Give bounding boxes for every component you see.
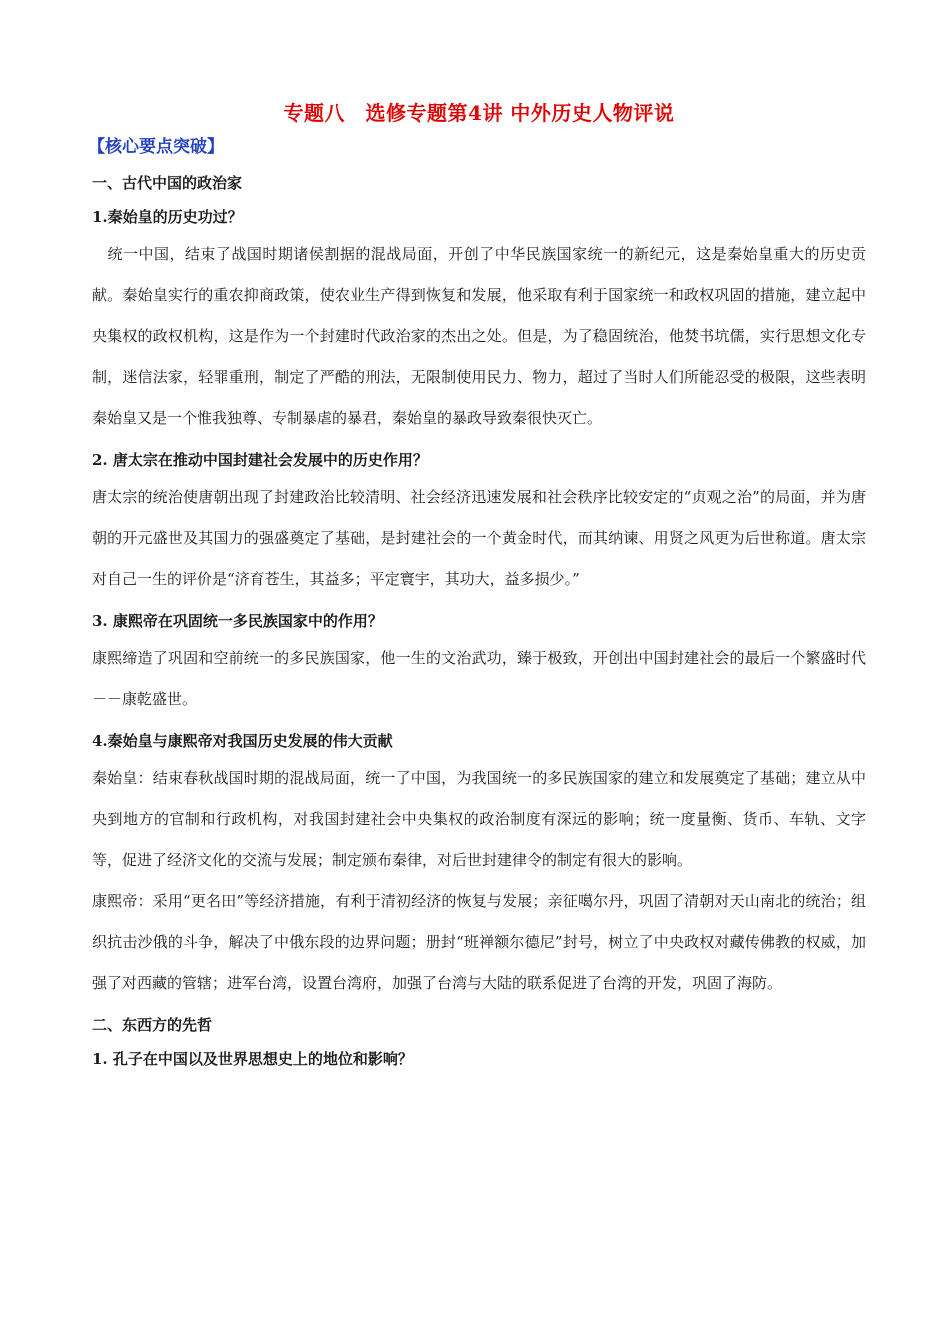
page-title: 专题八 选修专题第4讲 中外历史人物评说 <box>283 101 675 125</box>
question-2-answer: 唐太宗的统治使唐朝出现了封建政治比较清明、社会经济迅速发展和社会秩序比较安定的“贞观之治”的局面，并为唐朝的开元盛世及其国力的强盛奠定了基础，是封建社会的一个黄金时代，而其纳谏、用贤之风更为后世称道。唐太宗对自己一生的评价是“济育苍生，其益多；平定寰宇，其功大，益多损少。” <box>92 488 866 588</box>
part2-question-1-heading: 1. 孔子在中国以及世界思想史上的地位和影响？ <box>92 1050 413 1068</box>
question-4-heading: 4.秦始皇与康熙帝对我国历史发展的伟大贡献 <box>92 732 393 750</box>
section-tag: 【核心要点突破】 <box>88 137 224 157</box>
question-1-heading: 1.秦始皇的历史功过？ <box>92 208 243 226</box>
question-2-heading: 2. 唐太宗在推动中国封建社会发展中的历史作用？ <box>92 451 428 469</box>
question-4-answer-kangxi: 康熙帝：采用“更名田”等经济措施，有利于清初经济的恢复与发展；亲征噶尔丹，巩固了清朝对天山南北的统治；组织抗击沙俄的斗争，解决了中俄东段的边界问题；册封“班禅额尔德尼”封号，树立了中央政权对藏传佛教的权威，加强了对西藏的管辖；进军台湾，设置台湾府，加强了台湾与大陆的联系促进了台湾的开发，巩固了海防。 <box>92 892 866 992</box>
question-1-answer: 统一中国，结束了战国时期诸侯割据的混战局面，开创了中华民族国家统一的新纪元，这是秦始皇重大的历史贡献。秦始皇实行的重农抑商政策，使农业生产得到恢复和发展，他采取有利于国家统一和政权巩固的措施，建立起中央集权的政权机构，这是作为一个封建时代政治家的杰出之处。但是，为了稳固统治，他焚书坑儒，实行思想文化专制，迷信法家，轻罪重刑，制定了严酷的刑法，无限制使用民力、物力，超过了当时人们所能忍受的极限，这些表明秦始皇又是一个惟我独尊、专制暴虐的暴君，秦始皇的暴政导致秦很快灭亡。 <box>92 245 866 427</box>
part1-heading: 一、古代中国的政治家 <box>92 174 243 192</box>
question-4-answer-qin: 秦始皇：结束春秋战国时期的混战局面，统一了中国，为我国统一的多民族国家的建立和发展奠定了基础；建立从中央到地方的官制和行政机构，对我国封建社会中央集权的政治制度有深远的影响；统一度量衡、货币、车轨、文字等，促进了经济文化的交流与发展；制定颁布秦律，对后世封建律令的制定有很大的影响。 <box>92 769 866 869</box>
question-3-heading: 3. 康熙帝在巩固统一多民族国家中的作用？ <box>92 612 383 630</box>
part2-heading: 二、东西方的先哲 <box>92 1016 213 1034</box>
document-page <box>88 96 866 1076</box>
question-3-answer: 康熙缔造了巩固和空前统一的多民族国家，他一生的文治武功，臻于极致，开创出中国封建社会的最后一个繁盛时代－－康乾盛世。 <box>92 649 866 708</box>
